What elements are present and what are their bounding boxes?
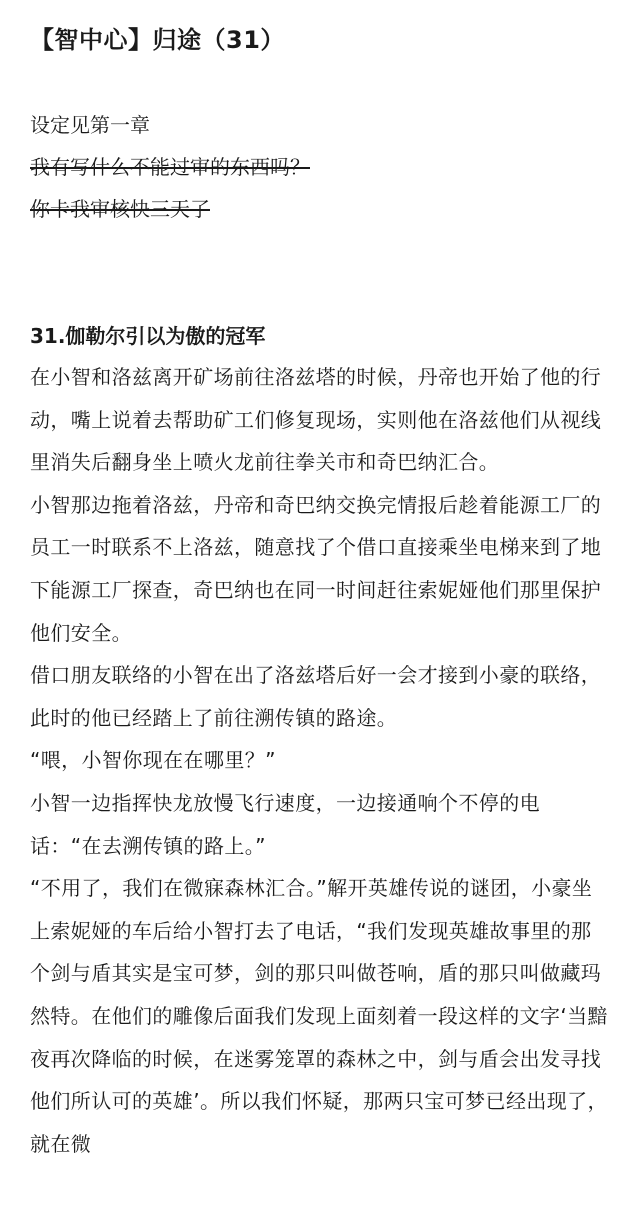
note-setting-reference: 设定见第一章 <box>30 113 150 137</box>
post-title: 【智中心】归途（31） <box>30 26 285 54</box>
paragraph: 小智一边指挥快龙放慢飞行速度，一边接通响个不停的电话：“在去溯传镇的路上。” <box>30 790 540 858</box>
author-notes <box>30 104 310 230</box>
paragraph: “喂，小智你现在在哪里？” <box>30 748 276 773</box>
paragraph: 借口朋友联络的小智在出了洛兹塔后好一会才接到小豪的联络，此时的他已经踏上了前往溯传镇的路途。 <box>30 663 602 730</box>
chapter-body <box>30 356 610 1165</box>
paragraph: 在小智和洛兹离开矿场前往洛兹塔的时候，丹帝也开始了他的行动，嘴上说着去帮助矿工们修复现场，实则他在洛兹他们从视线里消失后翻身坐上喷火龙前往拳关市和奇巴纳汇合。 <box>30 365 602 475</box>
paragraph: 小智那边拖着洛兹，丹帝和奇巴纳交换完情报后趁着能源工厂的员工一时联系不上洛兹，随意找了个借口直接乘坐电梯来到了地下能源工厂探查，奇巴纳也在同一时间赶往索妮娅他们那里保护他们安全。 <box>30 492 602 645</box>
paragraph: “不用了，我们在微寐森林汇合。”解开英雄传说的谜团，小豪坐上索妮娅的车后给小智打去了电话，“我们发现英雄故事里的那个剑与盾其实是宝可梦，剑的那只叫做苍响，盾的那只叫做藏玛然特。在他们的雕像后面我们发现上面刻着一段这样的文字‘当黯夜再次降临的时候，在迷雾笼罩的森林之中，剑与盾会出发寻找他们所认可的英雄’。所以我们怀疑，那两只宝可梦已经出现了，就在微 <box>30 876 608 1156</box>
note-strikethrough-1: 我有写什么不能过审的东西吗？ <box>30 155 310 179</box>
note-strikethrough-2: 你卡我审核快三天了 <box>30 197 210 221</box>
chapter-title: 31.伽勒尔引以为傲的冠军 <box>30 324 266 348</box>
